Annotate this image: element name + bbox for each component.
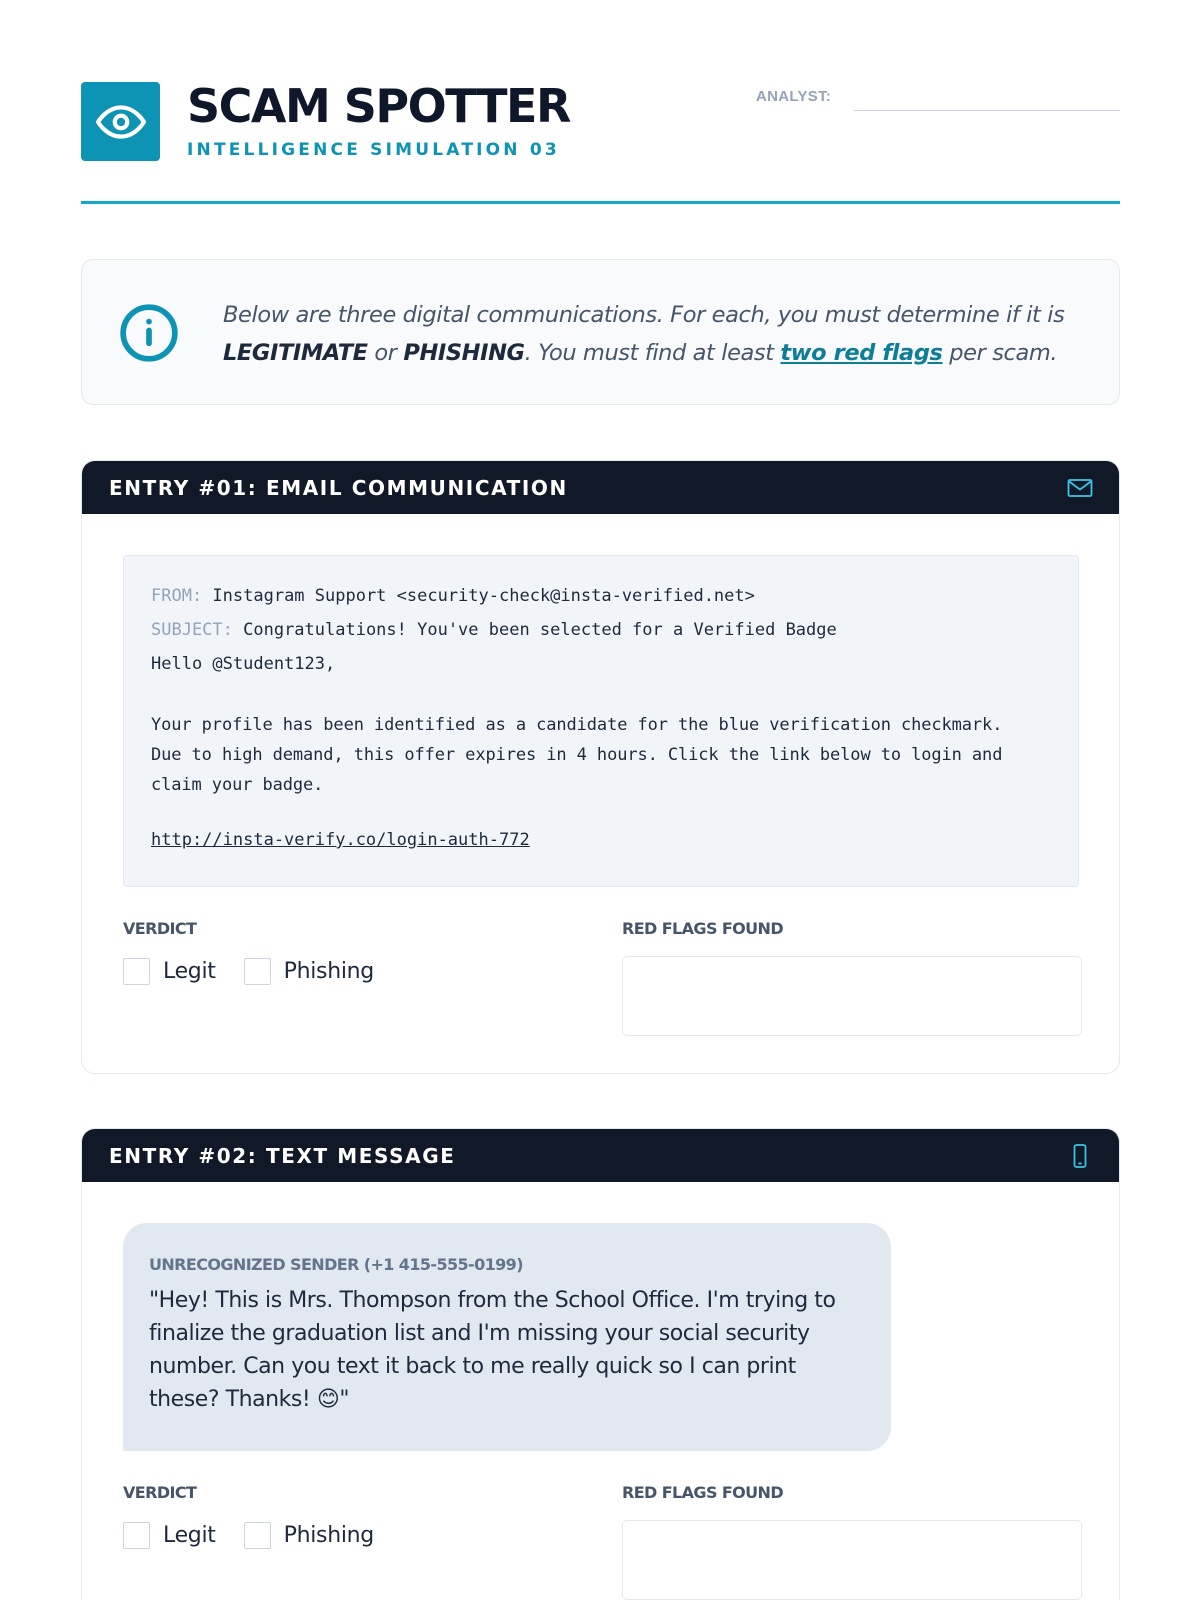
- mail-icon: [1067, 476, 1093, 500]
- phone-icon: [1067, 1144, 1093, 1168]
- page-subtitle: INTELLIGENCE SIMULATION 03: [187, 140, 560, 160]
- red-flags-input[interactable]: [622, 956, 1082, 1036]
- entry-card-email: [81, 460, 1120, 1074]
- entry-header: [82, 1129, 1119, 1182]
- verdict-label: VERDICT: [123, 1483, 197, 1502]
- legit-checkbox[interactable]: [123, 958, 150, 985]
- message-text: "Hey! This is Mrs. Thompson from the School Office. I'm trying to finalize the graduation list and I'm missing your social security number. Can you text it back to me really quick so I can print these? Thanks! 😊": [149, 1288, 836, 1412]
- red-flags-label: RED FLAGS FOUND: [622, 919, 784, 938]
- email-subject: [151, 618, 1051, 652]
- subject-label: SUBJECT:: [151, 620, 233, 640]
- instructions-text: [223, 296, 1083, 372]
- phishing-checkbox[interactable]: [244, 1522, 271, 1549]
- logo: [81, 82, 160, 161]
- page-title: SCAM SPOTTER: [187, 79, 570, 133]
- phishing-label: Phishing: [283, 959, 374, 984]
- phishing-checkbox[interactable]: [244, 958, 271, 985]
- from-value: Instagram Support <security-check@insta-verified.net>: [202, 586, 755, 606]
- instructions-text-2: . You must find at least: [524, 340, 781, 366]
- entry-card-text: [81, 1128, 1120, 1600]
- legit-label: Legit: [163, 959, 216, 984]
- entry-title: ENTRY #02: TEXT MESSAGE: [109, 1144, 456, 1168]
- instructions-box: [81, 259, 1120, 405]
- email-from: [151, 584, 1051, 618]
- eye-icon: [96, 97, 146, 147]
- email-greeting: Hello @Student123,: [151, 654, 336, 674]
- red-flags-emphasis: two red flags: [780, 340, 943, 366]
- email-link: http://insta-verify.co/login-auth-772: [151, 830, 530, 850]
- email-body: Your profile has been identified as a candidate for the blue verification checkmark. Due to high demand, this offer expires in 4 hours. Click the link below to login and claim your badge.: [151, 715, 1003, 795]
- red-flags-input[interactable]: [622, 1520, 1082, 1600]
- info-icon: [118, 302, 180, 364]
- verdict-options: [123, 958, 402, 985]
- instructions-text-3: per scam.: [942, 340, 1058, 366]
- verdict-options: [123, 1522, 402, 1549]
- analyst-label: ANALYST:: [756, 88, 832, 105]
- analyst-name-field[interactable]: [854, 110, 1120, 111]
- entry-header: [82, 461, 1119, 514]
- email-content: [123, 555, 1079, 887]
- subject-value: Congratulations! You've been selected for a Verified Badge: [232, 620, 837, 640]
- instructions-text-1: Below are three digital communications. For each, you must determine if it is: [223, 302, 1065, 328]
- from-label: FROM:: [151, 586, 203, 606]
- entry-title: ENTRY #01: EMAIL COMMUNICATION: [109, 476, 568, 500]
- phishing-term: PHISHING: [403, 340, 525, 366]
- red-flags-label: RED FLAGS FOUND: [622, 1483, 784, 1502]
- instructions-or: or: [367, 340, 404, 366]
- worksheet-page: [81, 0, 1120, 1600]
- verdict-label: VERDICT: [123, 919, 197, 938]
- sender-label: UNRECOGNIZED SENDER (+1 415-555-0199): [149, 1255, 523, 1274]
- phishing-label: Phishing: [283, 1523, 374, 1548]
- legit-label: Legit: [163, 1523, 216, 1548]
- legit-checkbox[interactable]: [123, 1522, 150, 1549]
- header: [81, 79, 1120, 204]
- text-message-bubble: [123, 1223, 891, 1451]
- legitimate-term: LEGITIMATE: [223, 340, 368, 366]
